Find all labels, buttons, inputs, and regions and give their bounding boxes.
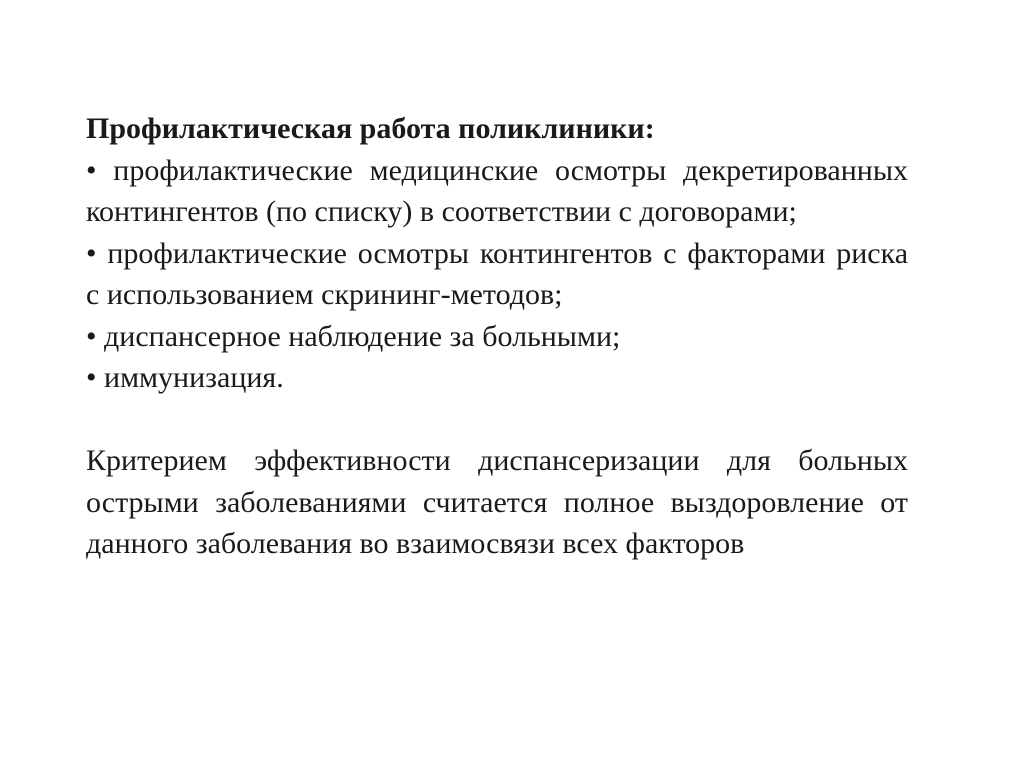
bullet-marker: • — [86, 361, 97, 394]
bullet-item-risk-screening — [86, 233, 908, 316]
bullet-text: диспансерное наблюдение за больными; — [104, 319, 621, 353]
bullet-text: профилактические осмотры контингентов с факторами риска с использованием скрининг-методов; — [86, 236, 909, 311]
bullet-text: иммунизация. — [104, 361, 284, 394]
bullet-marker: • — [86, 153, 97, 187]
bullet-text: профилактические медицинские осмотры декретированных контингентов (по списку) в соответствии с договорами; — [86, 153, 908, 228]
criterion-paragraph: Критерием эффективности диспансеризации для больных острыми заболеваниями считается полное выздоровление от данного заболевания во взаимосвязи всех факторов — [86, 444, 908, 560]
slide-title: Профилактическая работа поликлиники: — [86, 112, 655, 145]
slide-content — [86, 108, 908, 565]
bullet-item-medical-exams — [86, 150, 908, 233]
bullet-marker: • — [86, 236, 97, 270]
bullet-item-dispensary — [86, 316, 908, 358]
bullet-marker: • — [86, 319, 97, 353]
bullet-item-immunization — [86, 357, 908, 399]
bullet-list — [86, 150, 908, 399]
